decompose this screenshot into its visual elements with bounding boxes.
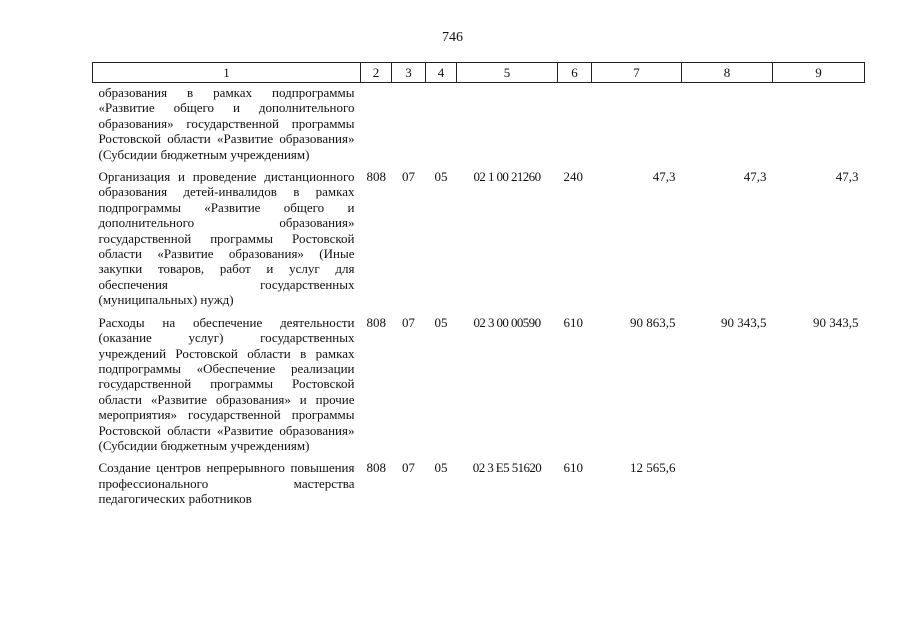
row-subsection: 05: [434, 169, 448, 185]
row-sum-1: 12 565,6: [630, 460, 676, 476]
row-sum-1: [592, 83, 682, 169]
row-sum-2: 90 343,5: [721, 314, 767, 330]
row-description: Создание центров непрерывного повышения профессионального мастерства педагогических работников: [98, 460, 355, 507]
row-expense-type: 610: [563, 460, 583, 476]
table-row: [93, 168, 865, 314]
row-subsection: [426, 83, 457, 169]
row-subsection: 05: [434, 460, 448, 476]
column-header-sum-2: 8: [682, 63, 773, 83]
column-header-target-article: 5: [457, 63, 558, 83]
row-sum-3: 90 343,5: [813, 314, 859, 330]
row-ministry: 808: [366, 460, 386, 476]
row-target-article: 02 3 00 00590: [473, 314, 541, 330]
column-header-description: 1: [93, 63, 361, 83]
row-target-article: 02 1 00 21260: [473, 169, 541, 185]
row-sum-3: [773, 459, 865, 512]
row-section: [392, 83, 426, 169]
row-ministry: [361, 83, 392, 169]
row-description: образования в рамках подпрограммы «Развитие общего и дополнительного образования» государственной программы Ростовской области «Развитие образования» (Субсидии бюджетным учреждениям): [98, 85, 355, 162]
row-section: 07: [402, 460, 415, 476]
row-expense-type: 610: [563, 314, 583, 330]
row-description: Организация и проведение дистанционного образования детей-инвалидов в рамках подпрограммы «Развитие общего и дополнительного образования» государственной программы Ростовской области «Развитие образования» (Иные закупки товаров, работ и услуг для обеспечения государственных (муниципальных) нужд): [98, 169, 355, 308]
table-row: [93, 459, 865, 512]
column-header-sum-1: 7: [592, 63, 682, 83]
row-section: 07: [402, 169, 415, 185]
row-expense-type: [558, 83, 592, 169]
table-header: [93, 63, 865, 83]
page-number: 746: [442, 30, 463, 45]
row-sum-1: 90 863,5: [630, 314, 676, 330]
row-ministry: 808: [366, 169, 386, 185]
row-description: Расходы на обеспечение деятельности (оказание услуг) государственных учреждений Ростовской области в рамках подпрограммы «Обеспечение реализации государственной программы Ростовской области «Развитие образования» и прочие мероприятия» государственной программы Ростовской области «Развитие образования» (Субсидии бюджетным учреждениям): [98, 314, 355, 453]
row-expense-type: 240: [563, 169, 583, 185]
row-subsection: 05: [434, 314, 448, 330]
row-sum-3: 47,3: [835, 169, 859, 185]
table-row: [93, 314, 865, 460]
budget-table: [92, 62, 865, 513]
header-row: [93, 63, 865, 83]
row-sum-3: [773, 83, 865, 169]
column-header-expense-type: 6: [558, 63, 592, 83]
row-target-article: [457, 83, 558, 169]
row-ministry: 808: [366, 314, 386, 330]
column-header-ministry: 2: [361, 63, 392, 83]
row-section: 07: [402, 314, 415, 330]
row-sum-2: 47,3: [743, 169, 767, 185]
column-header-subsection: 4: [426, 63, 457, 83]
row-sum-2: [682, 83, 773, 169]
column-header-sum-3: 9: [773, 63, 865, 83]
row-target-article: 02 3 E5 51620: [472, 460, 542, 476]
table-body: [93, 83, 865, 513]
row-sum-1: 47,3: [652, 169, 676, 185]
row-sum-2: [682, 459, 773, 512]
column-header-section: 3: [392, 63, 426, 83]
table-row: [93, 83, 865, 169]
